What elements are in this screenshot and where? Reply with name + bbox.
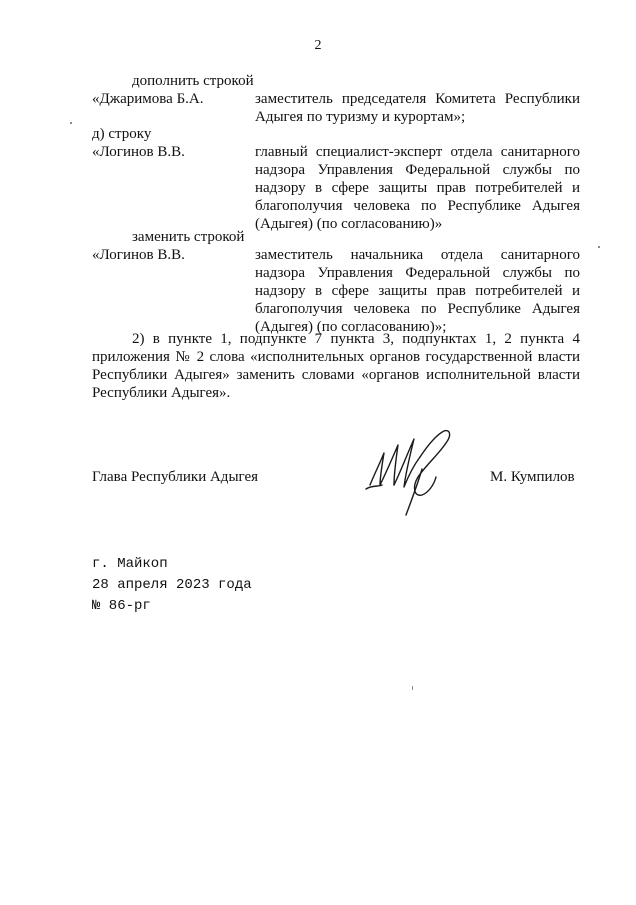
paragraph-line: Республики Адыгея» заменить словами «органов исполнительной власти bbox=[92, 367, 580, 383]
position-loginov-new bbox=[255, 246, 580, 336]
position-line: надзору в сфере защиты прав потребителей и bbox=[255, 180, 580, 196]
position-loginov-old bbox=[255, 143, 580, 233]
paragraph-line: Республики Адыгея». bbox=[92, 385, 231, 401]
position-line: главный специалист-эксперт отдела санитарного bbox=[255, 144, 580, 160]
footer-city: г. Майкоп bbox=[92, 556, 168, 572]
instruction-add-line: дополнить строкой bbox=[132, 73, 254, 89]
paragraph-line: 2) в пункте 1, подпункте 7 пункта 3, подпунктах 1, 2 пункта 4 bbox=[132, 331, 580, 347]
signatory-name: М. Кумпилов bbox=[490, 469, 575, 485]
paragraph-line: приложения № 2 слова «исполнительных органов государственной власти bbox=[92, 349, 580, 365]
paragraph-2 bbox=[92, 330, 580, 402]
position-line: (Адыгея) (по согласованию)»; bbox=[255, 319, 447, 335]
position-line: надзора Управления Федеральной службы по bbox=[255, 162, 580, 178]
scan-speck bbox=[70, 122, 72, 124]
footer-number: № 86-рг bbox=[92, 598, 151, 614]
person-name-dzharimova: «Джаримова Б.А. bbox=[92, 91, 204, 107]
handwritten-signature bbox=[362, 425, 462, 520]
position-line: заместитель начальника отдела санитарного bbox=[255, 247, 580, 263]
position-dzharimova bbox=[255, 90, 580, 126]
scan-speck bbox=[598, 246, 600, 248]
position-line: благополучия человека по Республике Адыгея bbox=[255, 301, 580, 317]
scan-speck bbox=[412, 686, 413, 690]
instruction-line-d: д) строку bbox=[92, 126, 152, 142]
position-line: Адыгея по туризму и курортам»; bbox=[255, 109, 466, 125]
signatory-title: Глава Республики Адыгея bbox=[92, 469, 259, 485]
position-line: (Адыгея) (по согласованию)» bbox=[255, 216, 443, 232]
footer-date: 28 апреля 2023 года bbox=[92, 577, 252, 593]
person-name-loginov-new: «Логинов В.В. bbox=[92, 247, 185, 263]
position-line: надзору в сфере защиты прав потребителей и bbox=[255, 283, 580, 299]
person-name-loginov-old: «Логинов В.В. bbox=[92, 144, 185, 160]
position-line: благополучия человека по Республике Адыгея bbox=[255, 198, 580, 214]
page-number: 2 bbox=[314, 38, 322, 53]
instruction-replace-line: заменить строкой bbox=[132, 229, 245, 245]
position-line: заместитель председателя Комитета Республики bbox=[255, 91, 580, 107]
position-line: надзора Управления Федеральной службы по bbox=[255, 265, 580, 281]
